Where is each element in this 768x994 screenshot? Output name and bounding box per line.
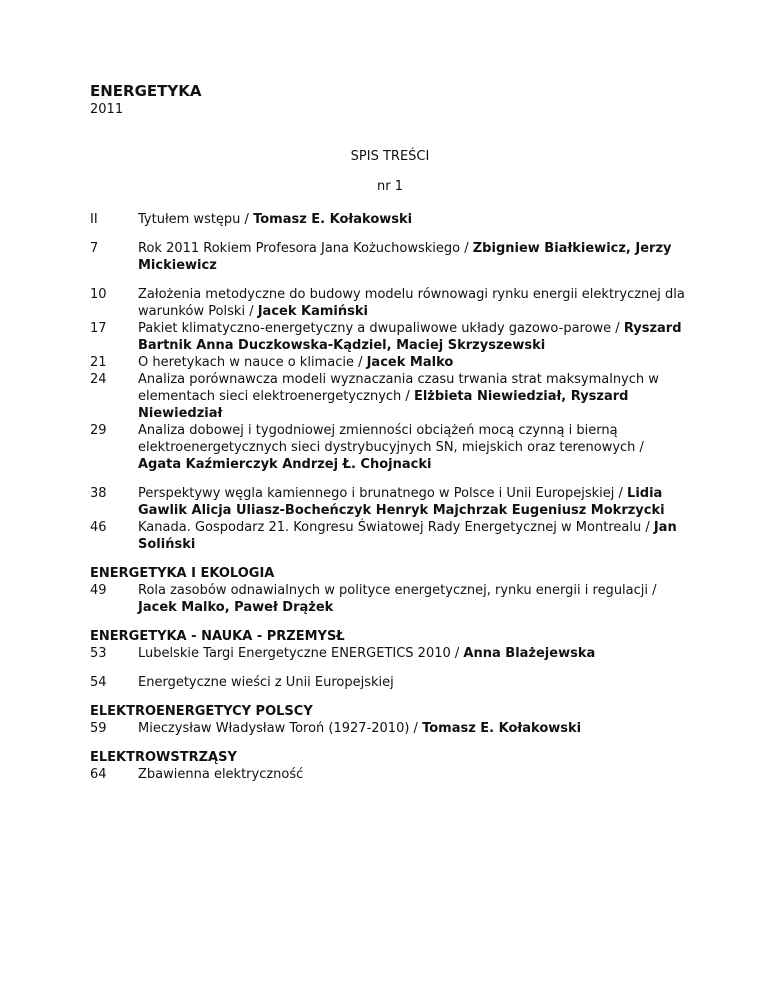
journal-title: ENERGETYKA xyxy=(90,82,202,100)
article-title: Zbawienna elektryczność xyxy=(138,767,304,782)
article-title: O heretykach w nauce o klimacie / xyxy=(138,355,367,370)
page-number: 21 xyxy=(90,355,107,370)
article-title: Rok 2011 Rokiem Profesora Jana Kożuchowskiego / xyxy=(138,241,473,256)
page-number: 24 xyxy=(90,372,107,387)
article-title: Lubelskie Targi Energetyczne ENERGETICS 2010 / xyxy=(138,646,464,661)
page-number: 53 xyxy=(90,646,107,661)
page-number: 59 xyxy=(90,721,107,736)
toc-entry xyxy=(90,645,690,662)
section-heading: ENERGETYKA I EKOLOGIA xyxy=(90,566,275,581)
toc-entry xyxy=(90,354,690,371)
toc-entry xyxy=(90,422,690,473)
article-title: Tytułem wstępu / xyxy=(138,212,254,227)
entry-text xyxy=(138,582,690,616)
page-number: 7 xyxy=(90,241,99,256)
article-author: Elżbieta Niewiedział, Ryszard Niewiedział xyxy=(138,389,629,421)
page-number: II xyxy=(90,212,98,227)
article-title: Rola zasobów odnawialnych w polityce energetycznej, rynku energii i regulacji / xyxy=(138,583,657,598)
article-author: Jan Soliński xyxy=(138,520,677,552)
article-title: Mieczysław Władysław Toroń (1927-2010) / xyxy=(138,721,423,736)
toc-page xyxy=(90,82,690,783)
page-number: 17 xyxy=(90,321,107,336)
entry-text xyxy=(138,519,690,553)
article-title: Analiza porównawcza modeli wyznaczania czasu trwania strat maksymalnych w elementach sieci elektroenergetycznych / xyxy=(138,372,659,404)
article-title: Założenia metodyczne do budowy modelu równowagi rynku energii elektrycznej dla warunków Polski / xyxy=(138,287,685,319)
page-number: 46 xyxy=(90,520,107,535)
section-heading: ELEKTROWSTRZĄSY xyxy=(90,750,237,765)
article-title: Perspektywy węgla kamiennego i brunatnego w Polsce i Unii Europejskiej / xyxy=(138,486,628,501)
entry-text xyxy=(138,766,690,783)
entry-text xyxy=(138,674,690,691)
article-title: Pakiet klimatyczno-energetyczny a dwupaliwowe układy gazowo-parowe / xyxy=(138,321,624,336)
article-author: Lidia Gawlik Alicja Uliasz-Bocheńczyk Henryk Majchrzak Eugeniusz Mokrzycki xyxy=(138,486,665,518)
page-number: 10 xyxy=(90,287,107,302)
article-author: Zbigniew Białkiewicz, Jerzy Mickiewicz xyxy=(138,241,672,273)
entry-text xyxy=(138,286,690,320)
page-number: 64 xyxy=(90,767,107,782)
toc-entry xyxy=(90,211,690,228)
entry-text xyxy=(138,720,690,737)
article-title: Energetyczne wieści z Unii Europejskiej xyxy=(138,675,394,690)
toc-entry xyxy=(90,240,690,274)
toc-entry xyxy=(90,519,690,553)
section-heading: ENERGETYKA - NAUKA - PRZEMYSŁ xyxy=(90,629,345,644)
toc-entry xyxy=(90,674,690,691)
entry-text xyxy=(138,645,690,662)
entry-text xyxy=(138,485,690,519)
article-author: Tomasz E. Kołakowski xyxy=(253,212,413,227)
toc-entry xyxy=(90,320,690,354)
article-author: Jacek Malko xyxy=(366,355,454,370)
article-author: Tomasz E. Kołakowski xyxy=(422,721,582,736)
article-author: Agata Kaźmierczyk Andrzej Ł. Chojnacki xyxy=(138,457,432,472)
page-number: 54 xyxy=(90,675,107,690)
toc-entry xyxy=(90,766,690,783)
section-heading: ELEKTROENERGETYCY POLSCY xyxy=(90,704,313,719)
article-title: Analiza dobowej i tygodniowej zmienności obciążeń mocą czynną i bierną elektroenergetycznych sieci dystrybucyjnych SN, miejskich oraz terenowych / xyxy=(138,423,644,455)
entry-text xyxy=(138,371,690,422)
toc-entry xyxy=(90,485,690,519)
article-author: Jacek Kamiński xyxy=(257,304,368,319)
toc-entry xyxy=(90,371,690,422)
toc-entry xyxy=(90,582,690,616)
page-number: 29 xyxy=(90,423,107,438)
issue-number: nr 1 xyxy=(377,179,403,194)
entry-text xyxy=(138,320,690,354)
article-author: Ryszard Bartnik Anna Duczkowska-Kądziel, Maciej Skrzyszewski xyxy=(138,321,682,353)
article-author: Jacek Malko, Paweł Drążek xyxy=(138,600,334,615)
entry-text xyxy=(138,240,690,274)
page-number: 49 xyxy=(90,583,107,598)
entry-text xyxy=(138,422,690,473)
article-author: Anna Blażejewska xyxy=(463,646,596,661)
entry-text xyxy=(138,211,690,228)
journal-year: 2011 xyxy=(90,102,124,117)
entry-text xyxy=(138,354,690,371)
toc-entry xyxy=(90,286,690,320)
toc-entry xyxy=(90,720,690,737)
toc-heading: SPIS TREŚCI xyxy=(350,149,430,164)
page-number: 38 xyxy=(90,486,107,501)
toc-entries xyxy=(90,211,690,783)
article-title: Kanada. Gospodarz 21. Kongresu Światowej Rady Energetycznej w Montrealu / xyxy=(138,520,654,535)
